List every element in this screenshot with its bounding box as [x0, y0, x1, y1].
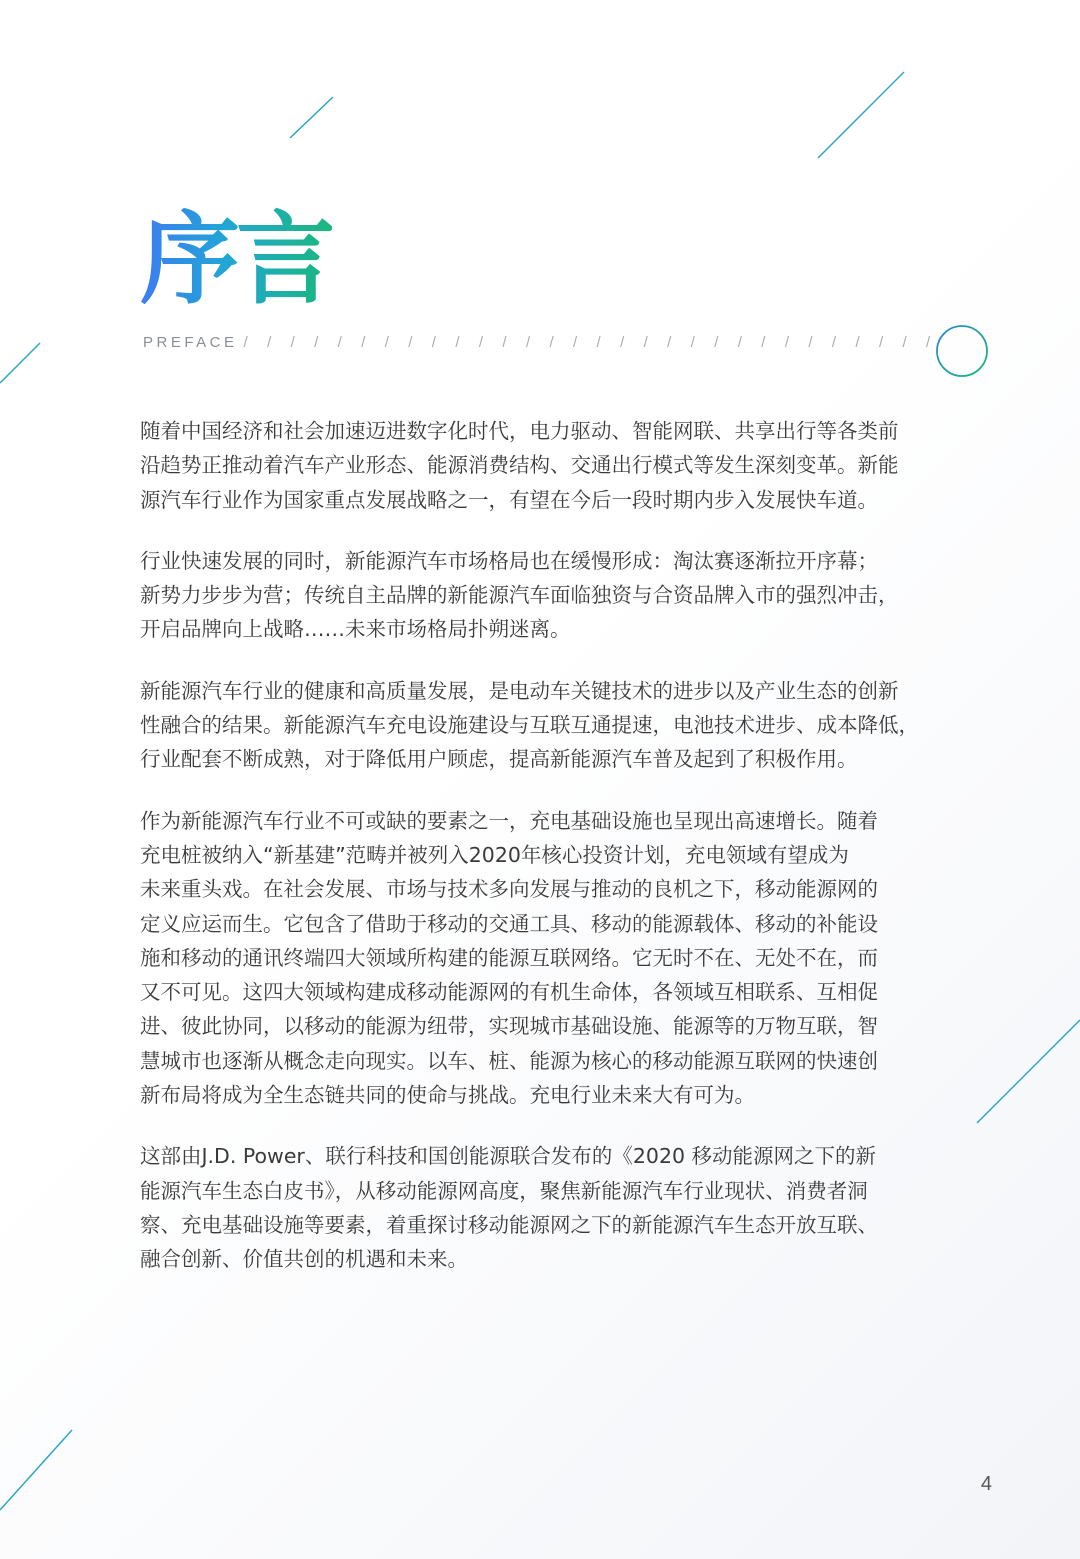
decor-line-left — [0, 343, 40, 383]
decor-line-top-right — [818, 72, 904, 158]
decor-line-right — [977, 1020, 1080, 1123]
decorative-slashes: / / / / / / / / / / / / / / / / / / / / / / / / / / / / / / — [243, 333, 938, 351]
preface-body — [140, 414, 946, 1304]
page-title: 序言 — [140, 201, 332, 318]
decor-line-top-left — [290, 97, 333, 138]
paragraph-1: 随着中国经济和社会加速迈进数字化时代，电力驱动、智能网联、共享出行等各类前 沿趋势正推动着汽车产业形态、能源消费结构、交通出行模式等发生深刻变革。新能 源汽车行业作为国家重点发展战略之一，有望在今后一段时期内步入发展快车道。 — [140, 419, 899, 512]
paragraph-2: 行业快速发展的同时，新能源汽车市场格局也在缓慢形成：淘汰赛逐渐拉开序幕； 新势力步步为营；传统自主品牌的新能源汽车面临独资与合资品牌入市的强烈冲击， 开启品牌向上战略……未来市场格局扑朔迷离。 — [140, 548, 899, 642]
paragraph-5: 这部由J.D. Power、联行科技和国创能源联合发布的《2020 移动能源网之下的新 能源汽车生态白皮书》，从移动能源网高度，聚焦新能源汽车行业现状、消费者洞 察、充电基础设施等要素，着重探讨移动能源网之下的新能源汽车生态开放互联、 融合创新、价值共创的机遇和未来。 — [140, 1144, 878, 1272]
paragraph-4: 作为新能源汽车行业不可或缺的要素之一，充电基础设施也呈现出高速增长。随着 充电桩被纳入“新基建”范畴并被列入2020年核心投资计划，充电领域有望成为 未来重头戏。在社会发展、市场与技术多向发展与推动的良机之下，移动能源网的 定义应运而生。它包含了借助于移动的交通工具、移动的能源载体、移动的补能设 施和移动的通讯终端四大领域所构建的能源互联网络。它无时不在、无处不在，而 又不可见。这四大领域构建成移动能源网的有机生命体，各领域互相联系、互相促 进、彼此协同，以移动的能源为纽带，实现城市基础设施、能源等的万物互联，智 慧城市也逐渐从概念走向现实。以车、桩、能源为核心的移动能源互联网的快速创 新布局将成为全生态链共同的使命与挑战。充电行业未来大有可为。 — [140, 808, 878, 1108]
decor-circle-icon — [937, 326, 987, 376]
page-subtitle: PREFACE — [143, 333, 238, 351]
page-number: 4 — [980, 1473, 992, 1495]
paragraph-3: 新能源汽车行业的健康和高质量发展，是电动车关键技术的进步以及产业生态的创新 性融合的结果。新能源汽车充电设施建设与互联互通提速，电池技术进步、成本降低， 行业配套不断成熟，对于降低用户顾虑，提高新能源汽车普及起到了积极作用。 — [140, 678, 919, 772]
decor-line-bottom-left — [0, 1430, 72, 1510]
subtitle-row — [143, 332, 938, 352]
